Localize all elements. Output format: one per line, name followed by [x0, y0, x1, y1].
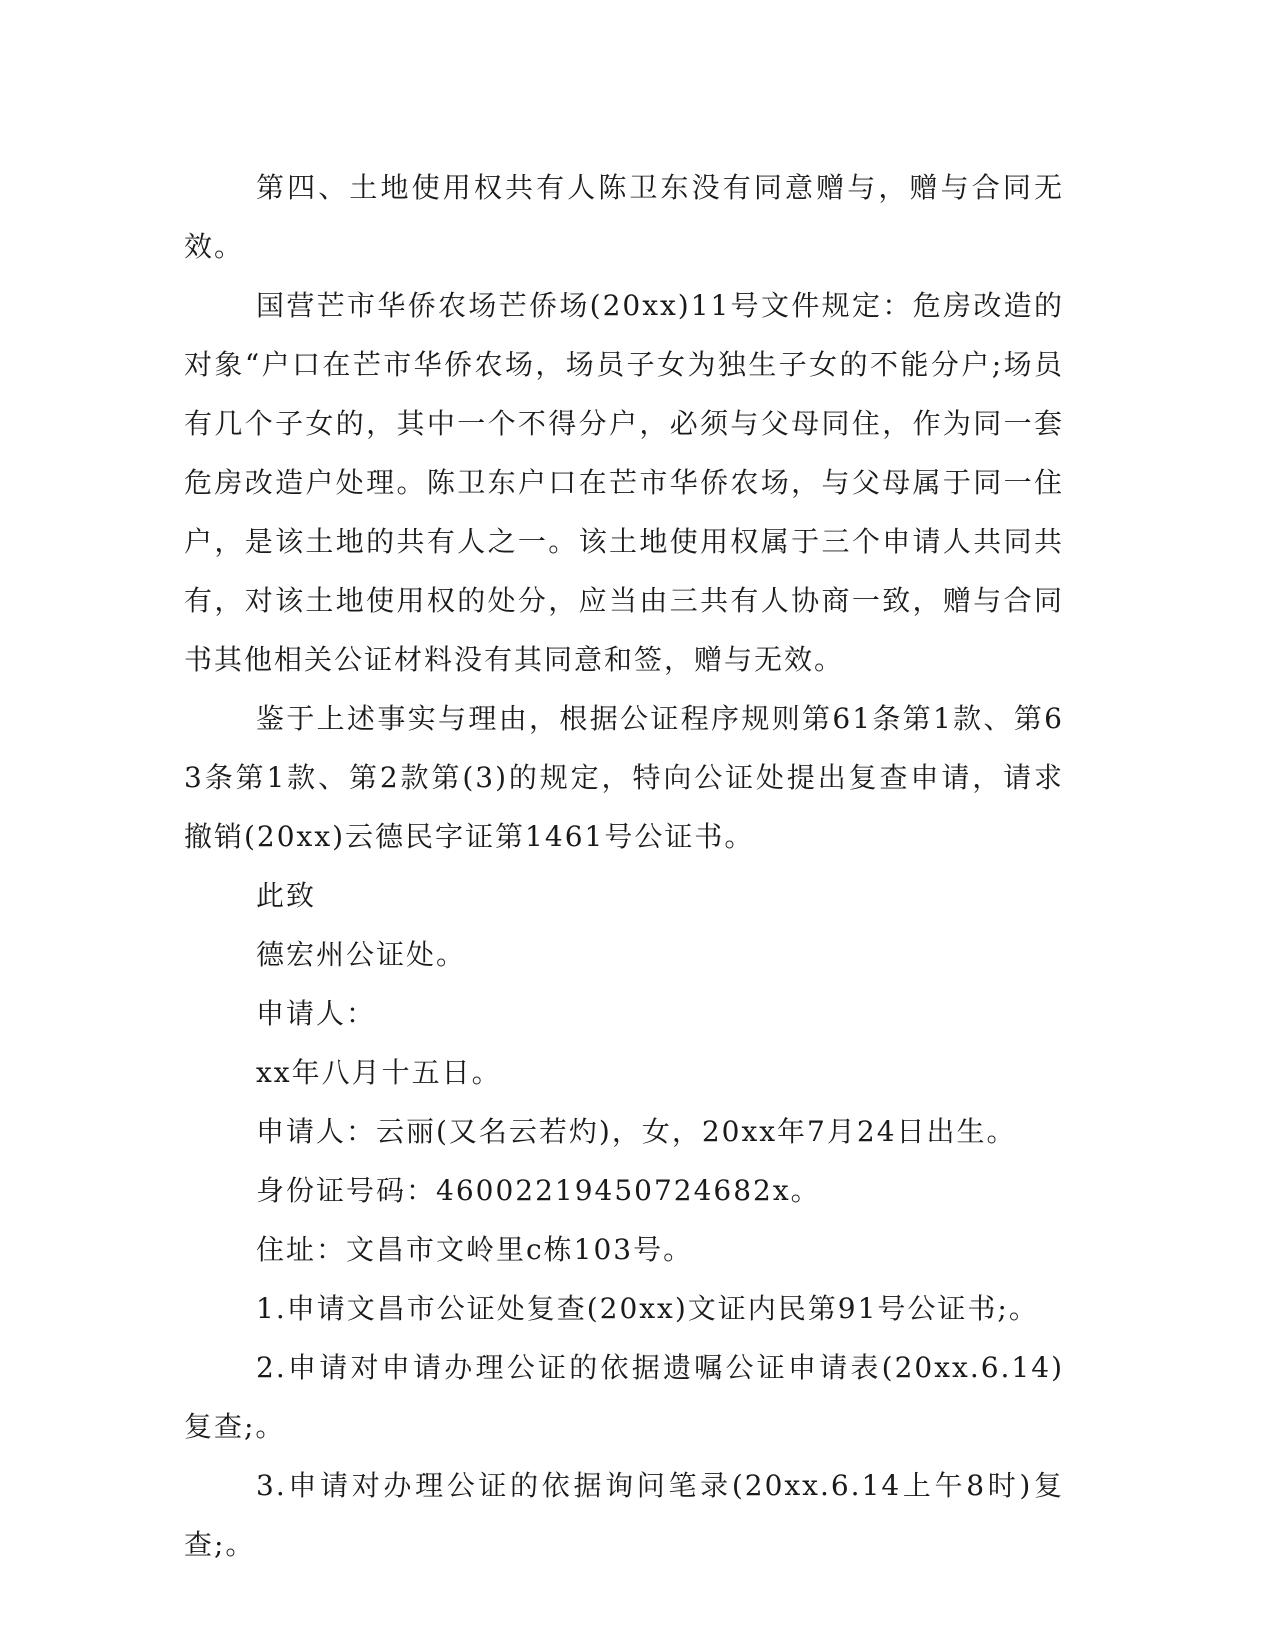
- paragraph-request-revoke: 鉴于上述事实与理由，根据公证程序规则第61条第1款、第63条第1款、第2款第(3)的规定，特向公证处提出复查申请，请求撤销(20xx)云德民字证第1461号公证书。: [184, 702, 1064, 853]
- paragraph-fourth-point: 第四、土地使用权共有人陈卫东没有同意赠与，赠与合同无效。: [184, 171, 1064, 263]
- document-body: [184, 158, 1064, 1574]
- applicant-signature-label: 申请人：: [256, 997, 377, 1030]
- document-date: xx年八月十五日。: [256, 1056, 502, 1089]
- request-item-3: 3.申请对办理公证的依据询问笔录(20xx.6.14上午8时)复查;。: [184, 1469, 1064, 1561]
- closing-salutation: 此致: [256, 879, 317, 912]
- recipient-office: 德宏州公证处。: [256, 938, 467, 971]
- request-item-2: 2.申请对申请办理公证的依据遗嘱公证申请表(20xx.6.14)复查;。: [184, 1351, 1064, 1443]
- id-number: 身份证号码：46002219450724682x。: [256, 1174, 821, 1207]
- applicant-info: 申请人：云丽(又名云若灼)，女，20xx年7月24日出生。: [256, 1115, 1017, 1148]
- paragraph-document-rule: 国营芒市华侨农场芒侨场(20xx)11号文件规定：危房改造的对象“户口在芒市华侨农场，场员子女为独生子女的不能分户;场员有几个子女的，其中一个不得分户，必须与父母同住，作为同一套危房改造户处理。陈卫东户口在芒市华侨农场，与父母属于同一住户，是该土地的共有人之一。该土地使用权属于三个申请人共同共有，对该土地使用权的处分，应当由三共有人协商一致，赠与合同书其他相关公证材料没有其同意和签，赠与无效。: [184, 289, 1064, 676]
- request-item-1: 1.申请文昌市公证处复查(20xx)文证内民第91号公证书;。: [256, 1292, 1039, 1325]
- address: 住址：文昌市文岭里c栋103号。: [256, 1233, 694, 1266]
